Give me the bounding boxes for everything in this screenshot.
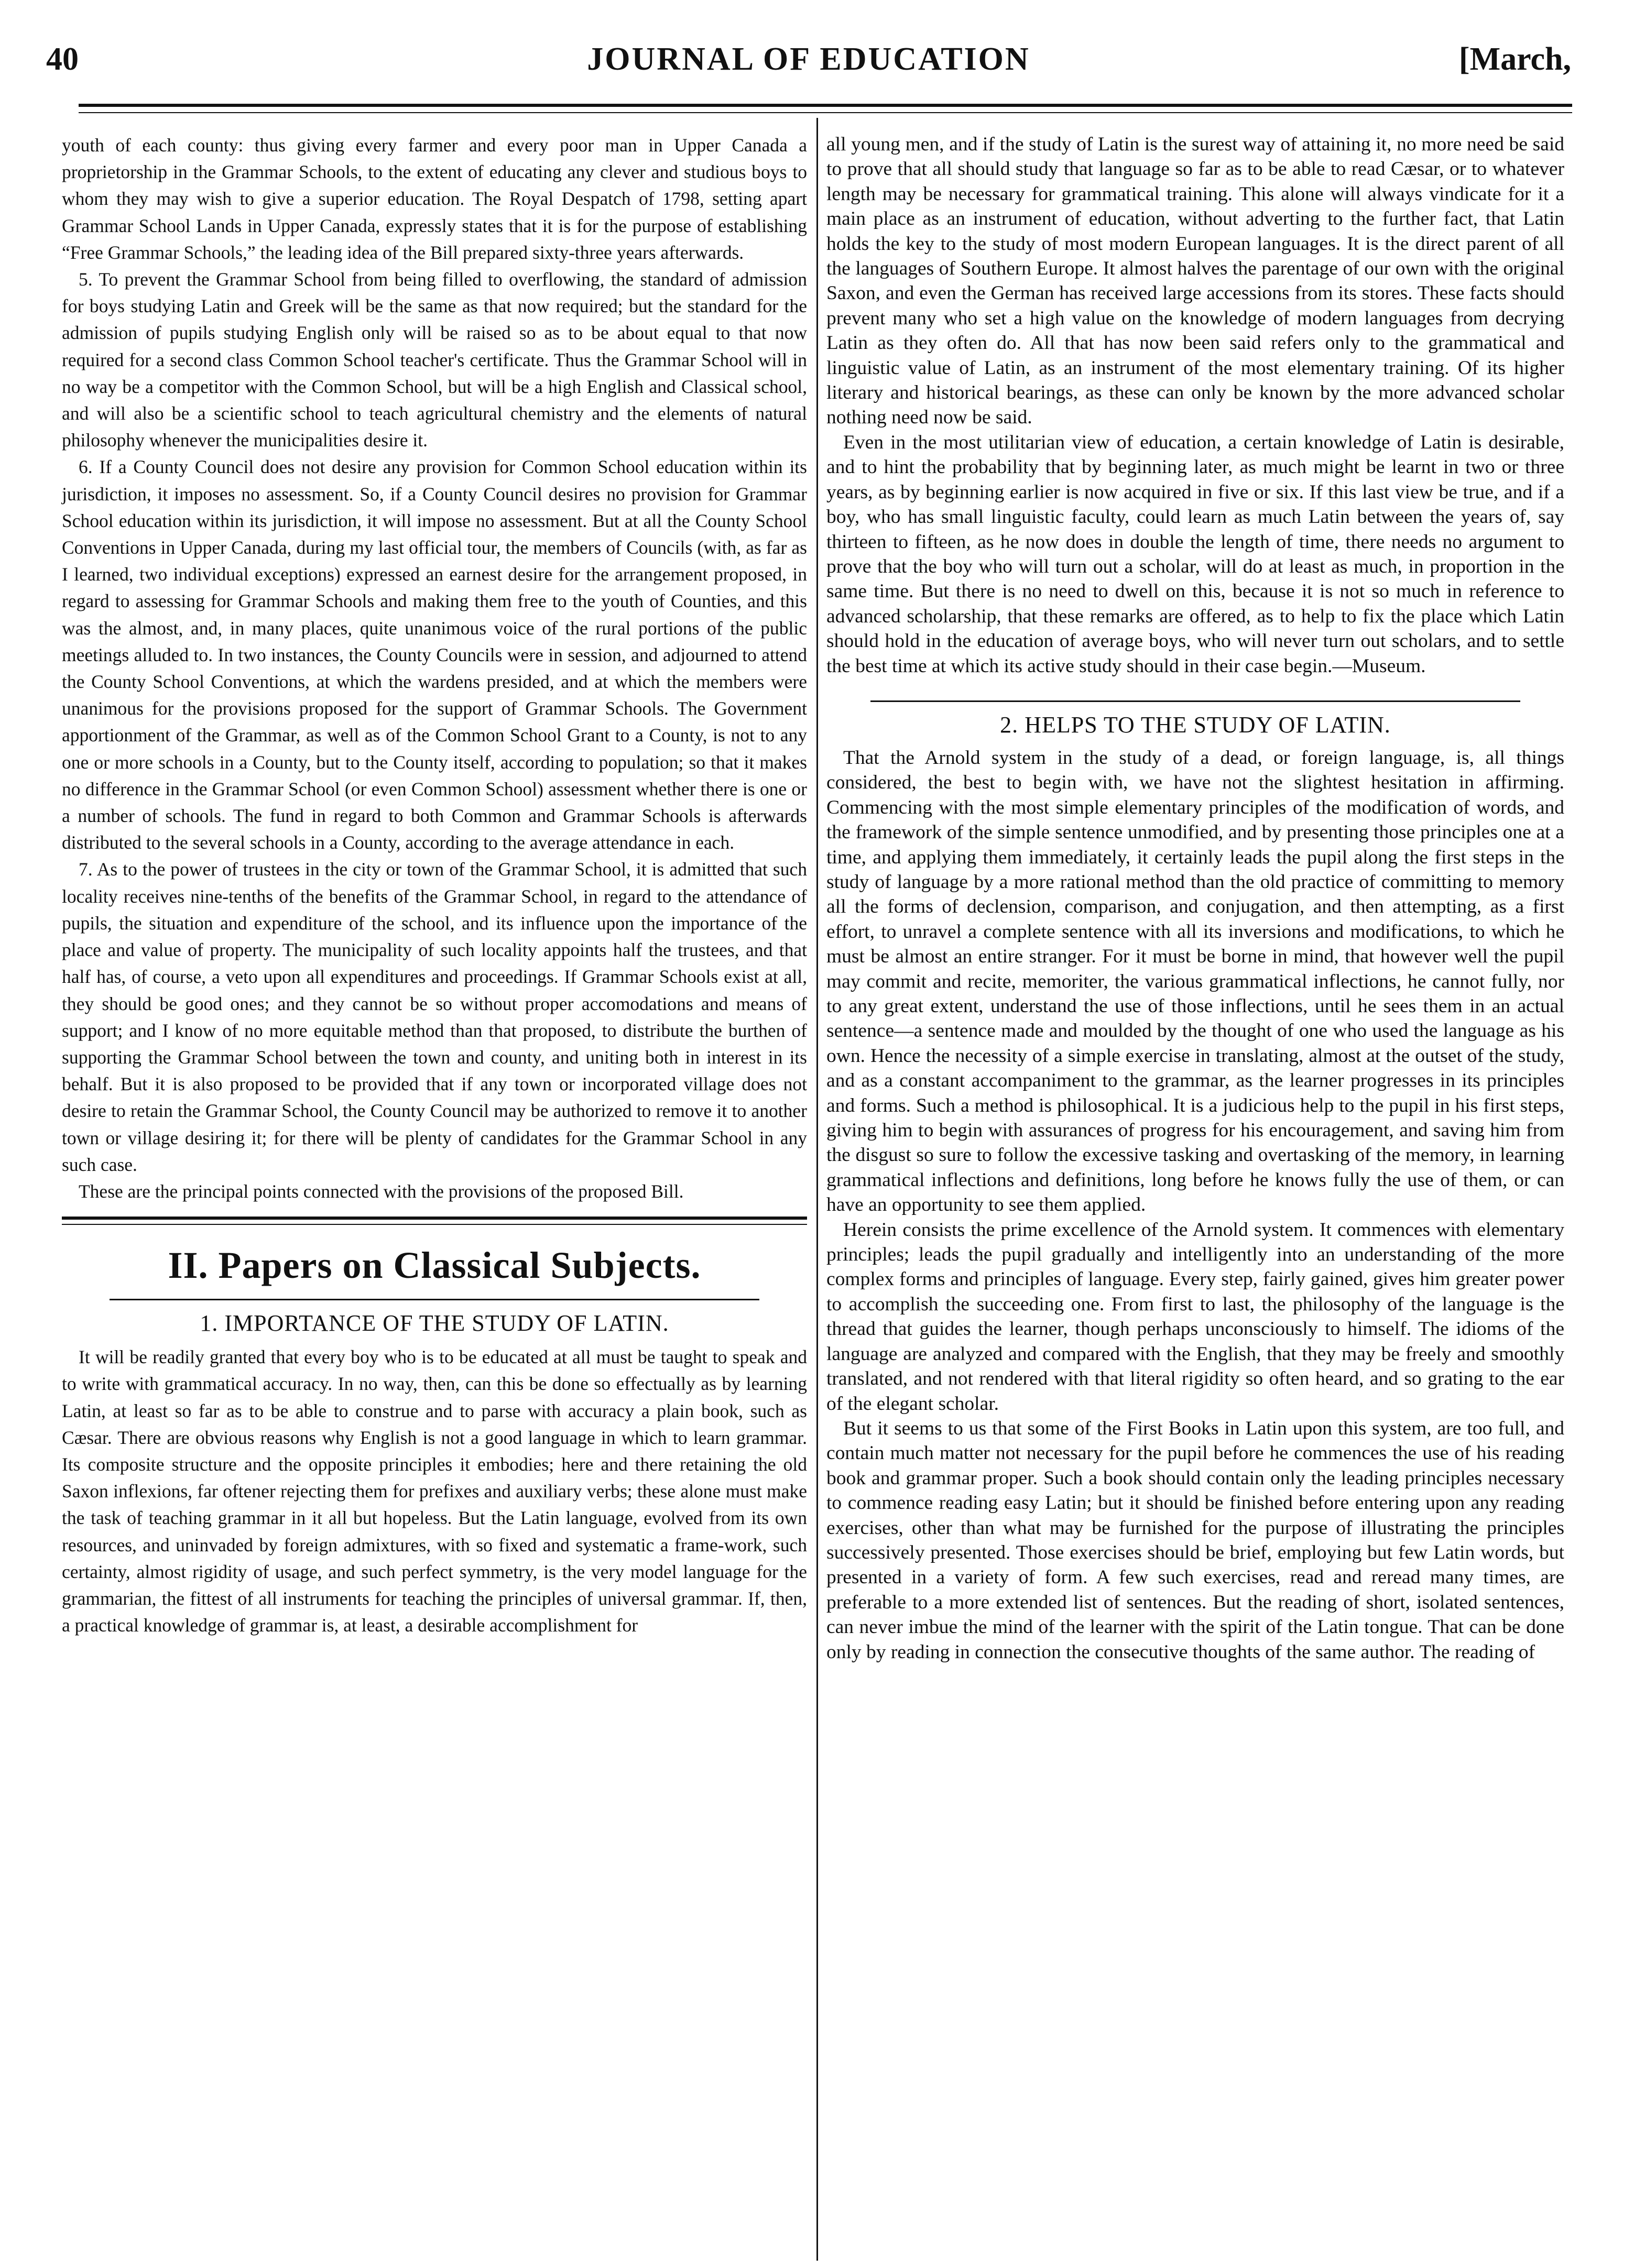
body-paragraph: all young men, and if the study of Latin is the surest way of attaining it, no more need be said to prove that all should study that language so far as to be able to read Cæsar, or to whatever length may be necessary for grammatical training. This alone will always vindicate for it a main place as an instrument of education, without adverting to the further fact, that Latin holds the key to the study of most modern European languages. It is the direct parent of all the languages of Southern Europe. It almost halves the parentage of our own with the original Saxon, and even the German has received large accessions from its stores. These facts should prevent many who set a high value on the knowledge of modern languages from decrying Latin as they often do. All that has now been said refers only to the grammatical and linguistic value of Latin, as an instrument of the most elementary training. Of its higher literary and historical bearings, as these can only be known by the more advanced scholar nothing need now be said. (826, 134, 1564, 429)
article-paragraph: It will be readily granted that every boy who is to be educated at all must be taught to speak and to write with grammatical accuracy. In no way, then, can this be done so effectually as by learning Latin, at least so far as to be able to construe and to parse with accuracy a plain book, such as Cæsar. There are obvious reasons why English is not a good language in which to learn grammar. Its composite structure and the opposite principles it embodies; here and there retaining the old Saxon inflexions, far oftener rejecting them for prefixes and auxiliary verbs; these alone must make the task of teaching grammar in it all but hopeless. But the Latin language, evolved from its own resources, and uninvaded by foreign admixtures, with so fixed and systematic a frame-work, such certainty, almost rigidity of usage, and such perfect symmetry, is the very model language for the grammarian, the fittest of all instruments for teaching the principles of universal grammar. If, then, a practical knowledge of grammar is, at least, a desirable accomplishment for (62, 1346, 807, 1636)
article-paragraph: Herein consists the prime excellence of the Arnold system. It commences with elementary principles; leads the pupil gradually and intelligently into an understanding of the more complex forms and principles of language. Every step, fairly gained, gives him greater power to accomplish the succeeding one. From first to last, the philosophy of the language is the thread that guides the learner, though perhaps unconsciously to himself. The idioms of the language are analyzed and compared with the English, that they may be freely and smoothly translated, and not rendered with that literal rigidity so often heard, and so grating to the ear of the elegant scholar. (826, 1219, 1564, 1415)
header-rule-thick (79, 104, 1572, 107)
article-paragraph: That the Arnold system in the study of a dead, or foreign language, is, all things considered, the best to begin with, we have not the slightest hesitation in affirming. Commencing with the most simple elementary principles of the modification of words, and the framework of the simple sentence unmodified, and by presenting those principles one at a time, and applying them immediately, it certainly leads the pupil along the first steps in the study of language by a more rational method than the old practice of committing to memory all the forms of declension, comparison, and conjugation, and then attempting, as a first effort, to unravel a complete sentence with all its inversions and modifications, to which he must be almost an entire stranger. For it must be borne in mind, that however well the pupil may commit and recite, memoriter, the various grammatical inflections, he cannot fully, nor to any great extent, understand the use of those inflections, until he sees them in an actual sentence—a sentence made and moulded by the thought of one who used the language as his own. Hence the necessity of a simple exercise in translating, almost at the outset of the study, and as a constant accompaniment to the grammar, as the learner progresses in its principles and forms. Such a method is philosophical. It is a judicious help to the pupil in his first steps, giving him to begin with assurances of progress for his encouragement, and saving him from the disgust so sure to follow the excessive tasking and overtasking of the memory, in learning grammatical inflections and definitions, long before he knows fully the use of them, or can have an opportunity to see them applied. (826, 747, 1564, 1216)
article-heading: 2. HELPS TO THE STUDY OF LATIN. (1000, 711, 1391, 738)
body-paragraph: 6. If a County Council does not desire any provision for Common School education within its jurisdiction, it imposes no assessment. So, if a County Council desires no provision for Grammar School education within its jurisdiction, it will impose no assessment. But at all the County School Conventions in Upper Canada, during my last official tour, the members of Councils (with, as far as I learned, two individual exceptions) expressed an earnest desire for the arrangement proposed, in regard to assessing for Grammar Schools and making them free to the youth of Counties, and this was the almost, and, in many places, quite unanimous voice of the rural portions of the public meetings alluded to. In two instances, the County Councils were in session, and adjourned to attend the County School Conventions, at which the wardens presided, and at which the members were unanimous for the provisions proposed for the support of Grammar Schools. The Government apportionment of the Grammar, as well as of the Common School Grant to a County, is not to any one or more schools in a County, but to the County itself, according to population; so that it makes no difference in the Grammar School (or even Common School) assessment whether there is one or a number of schools. The fund in regard to both Common and Grammar Schools is afterwards distributed to the several schools in a County, according to the average attendance in each. (62, 456, 807, 853)
section-rule-thin (62, 1224, 807, 1225)
column-divider (816, 118, 818, 2261)
running-head (46, 41, 1571, 88)
body-paragraph: 7. As to the power of trustees in the city or town of the Grammar School, it is admitted that such locality receives nine-tenths of the benefits of the Grammar School, in regard to the attendance of pupils, the situation and expenditure of the school, and its influence upon the importance of the place and value of property. The municipality of such locality appoints half the trustees, and that half has, of course, a veto upon all expenditures and proceedings. If Grammar Schools exist at all, they should be good ones; and they cannot be so without proper accomodations and means of support; and I know of no more equitable method than that proposed, to distribute the burthen of supporting the Grammar School between the town and county, and uniting both in interest in its behalf. But it is also proposed to be provided that if any town or incorporated village does not desire to retain the Grammar School, the County Council may be authorized to remove it to another town or village desiring it; for there will be plenty of candidates for the Grammar School in any such case. (62, 859, 807, 1175)
article-paragraph: But it seems to us that some of the First Books in Latin upon this system, are too full, and contain much matter not necessary for the pupil before he commences the use of his reading book and grammar proper. Such a book should contain only the leading principles necessary to commence reading easy Latin; but it should be finished before entering upon any reading exercises, other than what may be furnished for the purpose of illustrating the principles successively presented. Those exercises should be brief, employing but few Latin words, but presented in a variety of form. A few such exercises, read and reread many times, are preferable to a more extended list of sentences. But the reading of short, isolated sentences, can never imbue the mind of the learner with the spirit of the Latin tongue. That can be done only by reading in connection the consecutive thoughts of the same author. The reading of (826, 1417, 1564, 1663)
body-paragraph: Even in the most utilitarian view of education, a certain knowledge of Latin is desirable, and to hint the probability that by beginning later, as much might be learnt in two or three years, as by beginning earlier is now acquired in five or six. If this last view be true, and if a boy, who has small linguistic faculty, could learn as much Latin between the years of, say thirteen to fifteen, as he now does in double the length of time, there needs no argument to prove that the boy who will turn out a scholar, will do at least as much, in proportion in the same time. But there is no need to dwell on this, because it is not so much in reference to advanced scholarship, that these remarks are offered, as to help to fix the place which Latin should hold in the education of average boys, who will never turn out scholars, and to settle the best time at which its active study should in their case begin.—Museum. (826, 431, 1564, 677)
issue-month: [March, (1458, 41, 1571, 77)
body-paragraph: These are the principal points connected with the provisions of the proposed Bill. (79, 1180, 684, 1202)
body-paragraph: 5. To prevent the Grammar School from being filled to overflowing, the standard of admission for boys studying Latin and Greek will be the same as that now required; but the standard for the admission of pupils studying English only will be raised so as to be about equal to that now required for a second class Common School teacher's certificate. Thus the Grammar School will in no way be a competitor with the Common School, but will be a high English and Classical school, and will also be a scientific school to teach agricultural chemistry and the elements of natural philosophy whenever the municipalities desire it. (62, 269, 807, 451)
header-rule-thin (79, 112, 1572, 113)
page-number: 40 (46, 41, 79, 77)
left-column (62, 132, 807, 1639)
heading-rule (110, 1299, 759, 1300)
body-paragraph: youth of each county: thus giving every farmer and every poor man in Upper Canada a proprietorship in the Grammar Schools, to the extent of educating any clever and studious boys to whom they may wish to give a superior education. The Royal Despatch of 1798, setting apart Grammar School Lands in Upper Canada, expressly states that it is for the purpose of establishing “Free Grammar Schools,” the leading idea of the Bill prepared sixty-three years afterwards. (62, 135, 807, 263)
section-heading: II. Papers on Classical Subjects. (168, 1244, 701, 1287)
heading-rule (870, 700, 1520, 702)
article-heading: 1. IMPORTANCE OF THE STUDY OF LATIN. (200, 1310, 669, 1336)
section-rule-thick (62, 1217, 807, 1220)
right-column (826, 132, 1564, 1664)
journal-title: JOURNAL OF EDUCATION (587, 41, 1030, 77)
